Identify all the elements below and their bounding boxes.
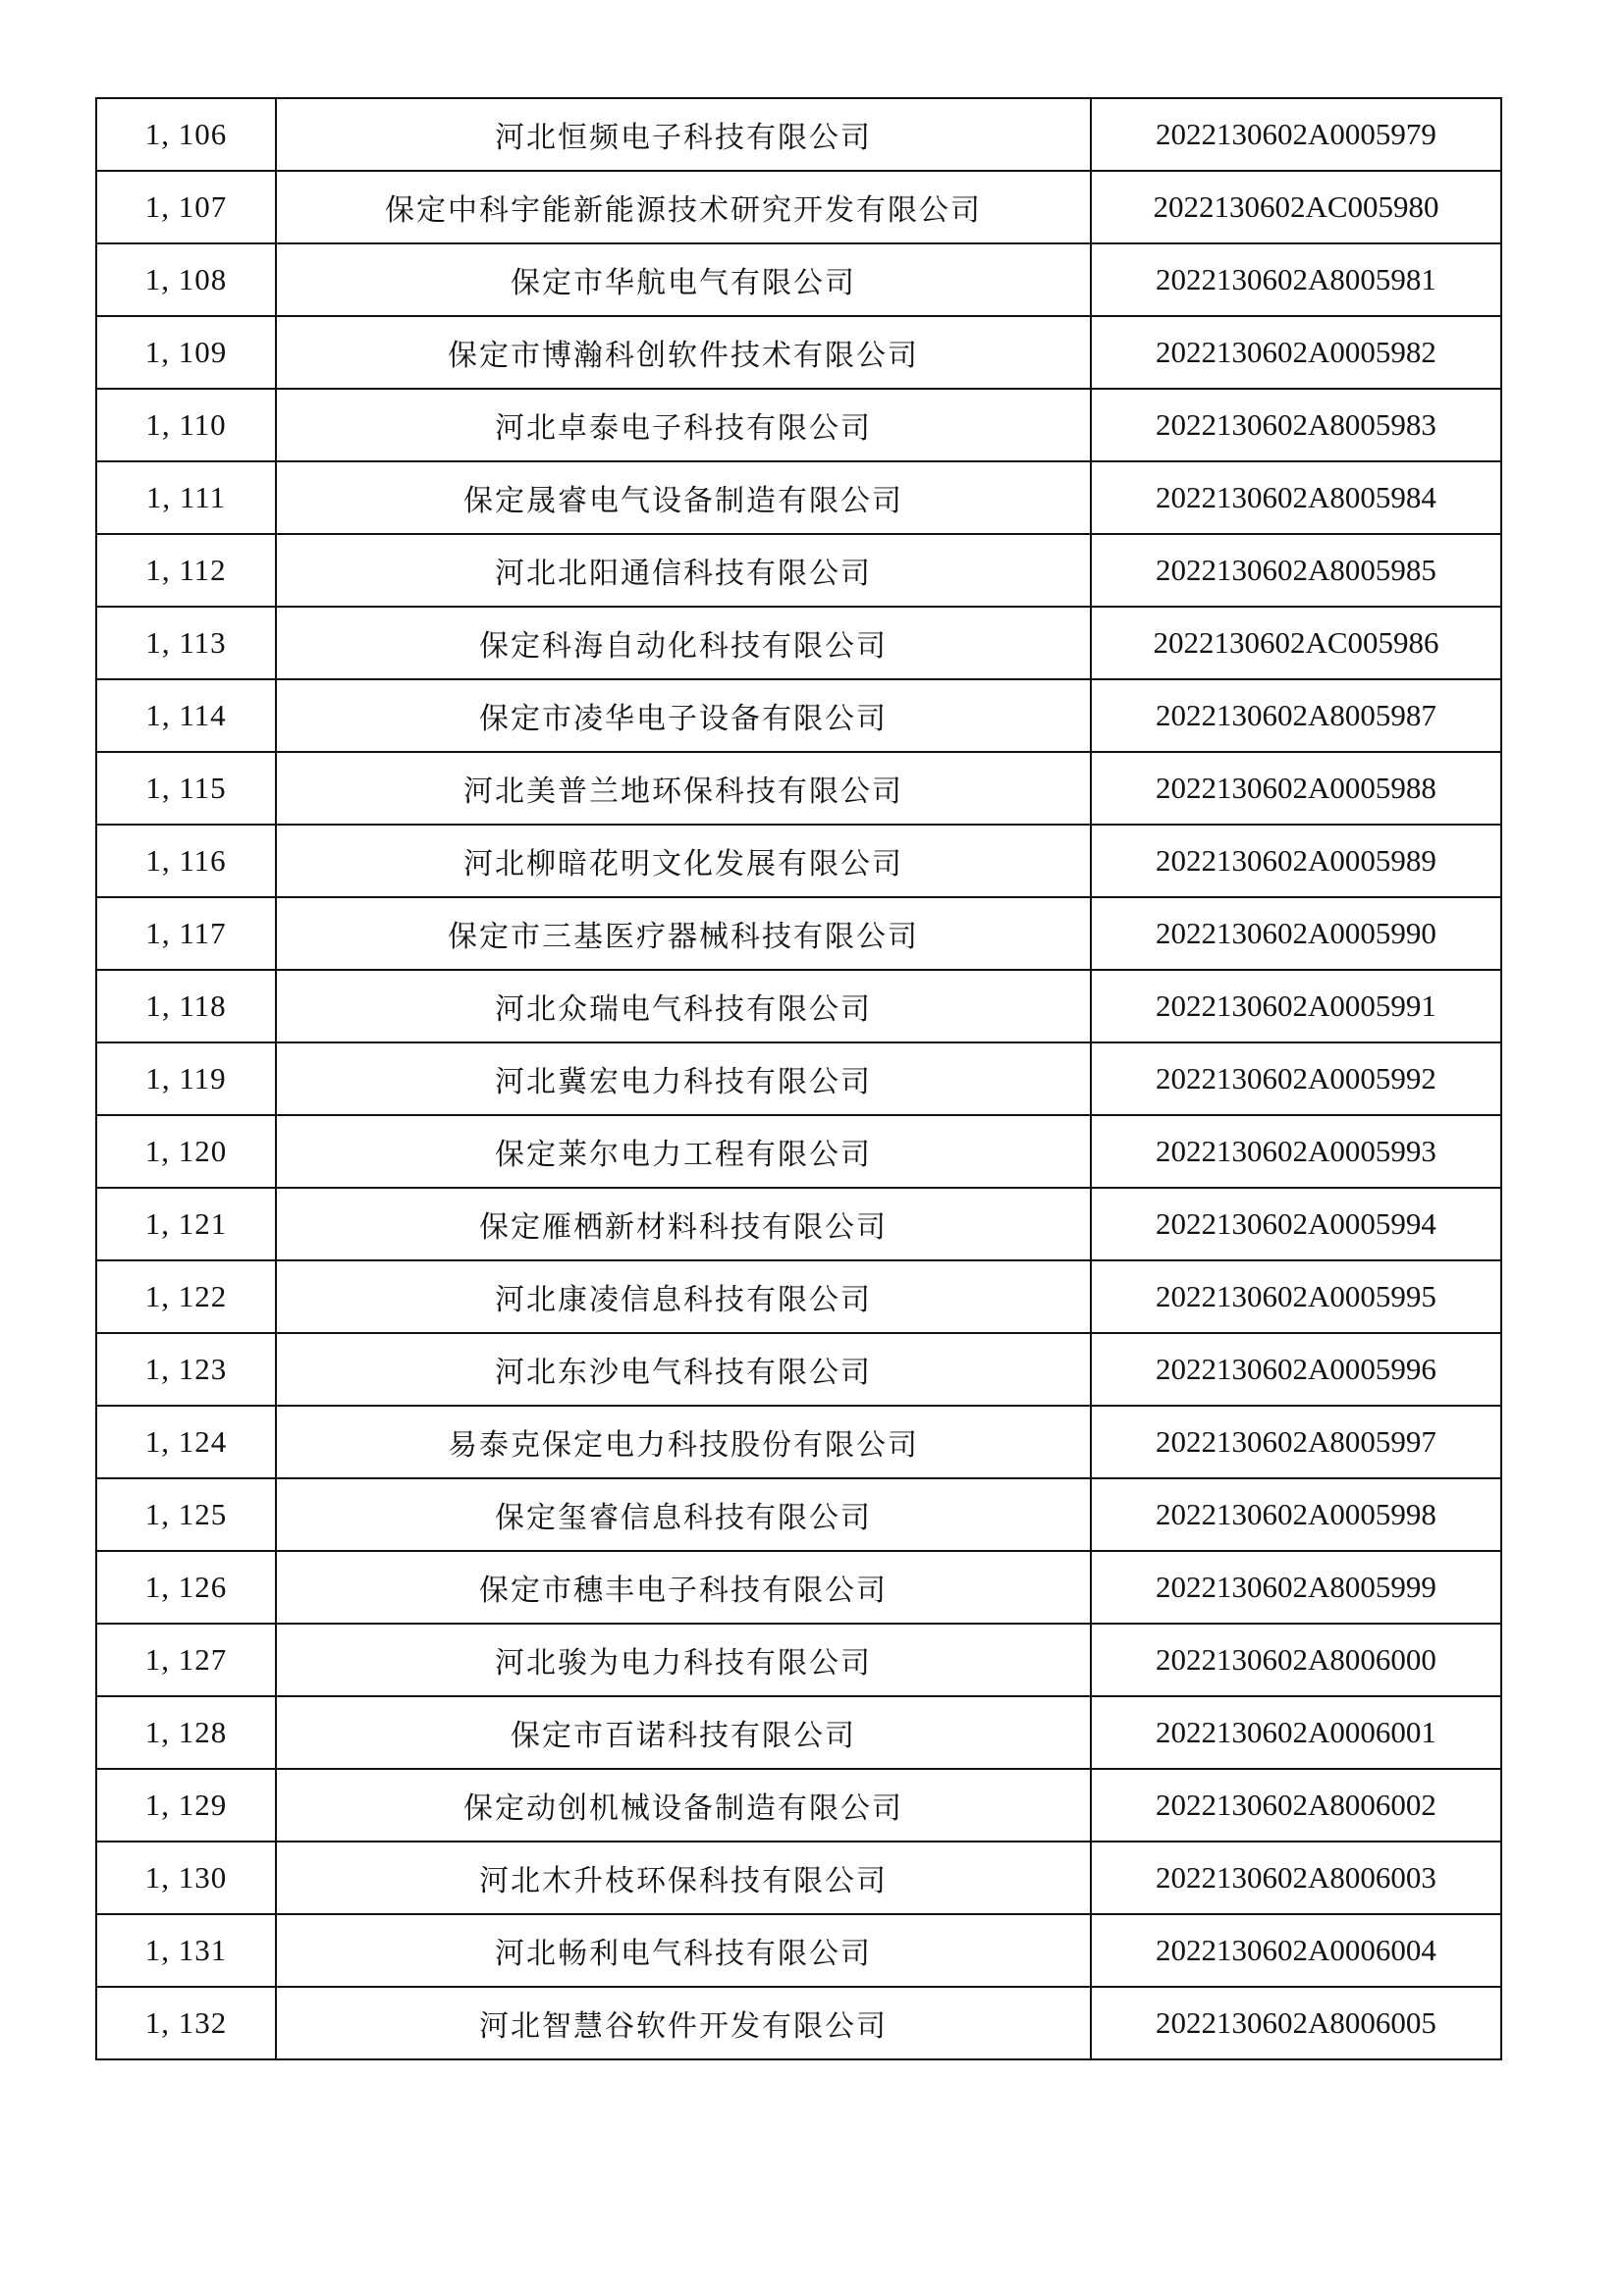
table-row [96, 1551, 1501, 1624]
row-index: 1, 128 [96, 1696, 276, 1769]
row-index: 1, 118 [96, 970, 276, 1042]
company-name: 河北东沙电气科技有限公司 [276, 1333, 1091, 1406]
table-row [96, 1987, 1501, 2059]
company-name: 河北众瑞电气科技有限公司 [276, 970, 1091, 1042]
company-name: 河北冀宏电力科技有限公司 [276, 1042, 1091, 1115]
row-index: 1, 126 [96, 1551, 276, 1624]
table-row [96, 461, 1501, 534]
company-name: 保定市博瀚科创软件技术有限公司 [276, 316, 1091, 389]
company-name: 保定市穗丰电子科技有限公司 [276, 1551, 1091, 1624]
registration-code: 2022130602A0005988 [1091, 752, 1501, 825]
registration-code: 2022130602AC005980 [1091, 171, 1501, 243]
registration-code: 2022130602A0005979 [1091, 98, 1501, 171]
table-row [96, 98, 1501, 171]
registration-code: 2022130602A8005999 [1091, 1551, 1501, 1624]
table-row [96, 243, 1501, 316]
table-row [96, 752, 1501, 825]
company-name: 保定市三基医疗器械科技有限公司 [276, 897, 1091, 970]
row-index: 1, 132 [96, 1987, 276, 2059]
company-name: 河北智慧谷软件开发有限公司 [276, 1987, 1091, 2059]
table-row [96, 171, 1501, 243]
registration-code: 2022130602A8006002 [1091, 1769, 1501, 1842]
registration-code: 2022130602A0006001 [1091, 1696, 1501, 1769]
company-name: 河北美普兰地环保科技有限公司 [276, 752, 1091, 825]
registration-code: 2022130602A8005983 [1091, 389, 1501, 461]
table-row [96, 679, 1501, 752]
row-index: 1, 121 [96, 1188, 276, 1260]
registration-code: 2022130602A8005985 [1091, 534, 1501, 607]
row-index: 1, 130 [96, 1842, 276, 1914]
row-index: 1, 114 [96, 679, 276, 752]
registration-code: 2022130602A8005981 [1091, 243, 1501, 316]
row-index: 1, 122 [96, 1260, 276, 1333]
table-row [96, 1696, 1501, 1769]
company-name: 保定动创机械设备制造有限公司 [276, 1769, 1091, 1842]
table-row [96, 1260, 1501, 1333]
row-index: 1, 112 [96, 534, 276, 607]
table-row [96, 316, 1501, 389]
company-name: 保定晟睿电气设备制造有限公司 [276, 461, 1091, 534]
table-row [96, 534, 1501, 607]
company-name: 河北木升枝环保科技有限公司 [276, 1842, 1091, 1914]
company-name: 保定市凌华电子设备有限公司 [276, 679, 1091, 752]
registration-code: 2022130602A8006000 [1091, 1624, 1501, 1696]
registration-code: 2022130602A8005987 [1091, 679, 1501, 752]
table-row [96, 897, 1501, 970]
company-name: 易泰克保定电力科技股份有限公司 [276, 1406, 1091, 1478]
row-index: 1, 113 [96, 607, 276, 679]
registration-code: 2022130602A0005982 [1091, 316, 1501, 389]
table-row [96, 1478, 1501, 1551]
registration-code: 2022130602A0005990 [1091, 897, 1501, 970]
registration-code: 2022130602A0005995 [1091, 1260, 1501, 1333]
table-row [96, 1333, 1501, 1406]
registration-code: 2022130602A0005994 [1091, 1188, 1501, 1260]
table-row [96, 607, 1501, 679]
registration-code: 2022130602A0005998 [1091, 1478, 1501, 1551]
row-index: 1, 115 [96, 752, 276, 825]
table-row [96, 825, 1501, 897]
registration-code: 2022130602A0005992 [1091, 1042, 1501, 1115]
company-registry-table [95, 97, 1502, 2060]
row-index: 1, 129 [96, 1769, 276, 1842]
registration-code: 2022130602A0005993 [1091, 1115, 1501, 1188]
row-index: 1, 127 [96, 1624, 276, 1696]
company-name: 保定雁栖新材料科技有限公司 [276, 1188, 1091, 1260]
row-index: 1, 106 [96, 98, 276, 171]
row-index: 1, 110 [96, 389, 276, 461]
registration-code: 2022130602AC005986 [1091, 607, 1501, 679]
registration-code: 2022130602A8006003 [1091, 1842, 1501, 1914]
registration-code: 2022130602A8005997 [1091, 1406, 1501, 1478]
company-name: 河北北阳通信科技有限公司 [276, 534, 1091, 607]
row-index: 1, 111 [96, 461, 276, 534]
table-row [96, 1769, 1501, 1842]
row-index: 1, 119 [96, 1042, 276, 1115]
registration-code: 2022130602A0005991 [1091, 970, 1501, 1042]
company-name: 河北卓泰电子科技有限公司 [276, 389, 1091, 461]
registration-code: 2022130602A0005989 [1091, 825, 1501, 897]
company-name: 保定市百诺科技有限公司 [276, 1696, 1091, 1769]
table-row [96, 1188, 1501, 1260]
company-name: 河北恒频电子科技有限公司 [276, 98, 1091, 171]
registration-code: 2022130602A0005996 [1091, 1333, 1501, 1406]
table-row [96, 1624, 1501, 1696]
row-index: 1, 124 [96, 1406, 276, 1478]
row-index: 1, 117 [96, 897, 276, 970]
table-row [96, 1115, 1501, 1188]
row-index: 1, 131 [96, 1914, 276, 1987]
company-name: 河北骏为电力科技有限公司 [276, 1624, 1091, 1696]
company-name: 保定玺睿信息科技有限公司 [276, 1478, 1091, 1551]
company-name: 河北畅利电气科技有限公司 [276, 1914, 1091, 1987]
registration-code: 2022130602A8005984 [1091, 461, 1501, 534]
table-row [96, 389, 1501, 461]
company-name: 河北康凌信息科技有限公司 [276, 1260, 1091, 1333]
table-row [96, 1914, 1501, 1987]
table-row [96, 970, 1501, 1042]
row-index: 1, 107 [96, 171, 276, 243]
company-name: 保定科海自动化科技有限公司 [276, 607, 1091, 679]
registration-code: 2022130602A0006004 [1091, 1914, 1501, 1987]
table-row [96, 1406, 1501, 1478]
company-name: 保定市华航电气有限公司 [276, 243, 1091, 316]
row-index: 1, 125 [96, 1478, 276, 1551]
row-index: 1, 109 [96, 316, 276, 389]
row-index: 1, 120 [96, 1115, 276, 1188]
table-row [96, 1042, 1501, 1115]
registration-code: 2022130602A8006005 [1091, 1987, 1501, 2059]
company-name: 保定中科宇能新能源技术研究开发有限公司 [276, 171, 1091, 243]
table-body [96, 98, 1501, 2059]
row-index: 1, 123 [96, 1333, 276, 1406]
company-name: 河北柳暗花明文化发展有限公司 [276, 825, 1091, 897]
row-index: 1, 116 [96, 825, 276, 897]
company-name: 保定莱尔电力工程有限公司 [276, 1115, 1091, 1188]
table-row [96, 1842, 1501, 1914]
row-index: 1, 108 [96, 243, 276, 316]
